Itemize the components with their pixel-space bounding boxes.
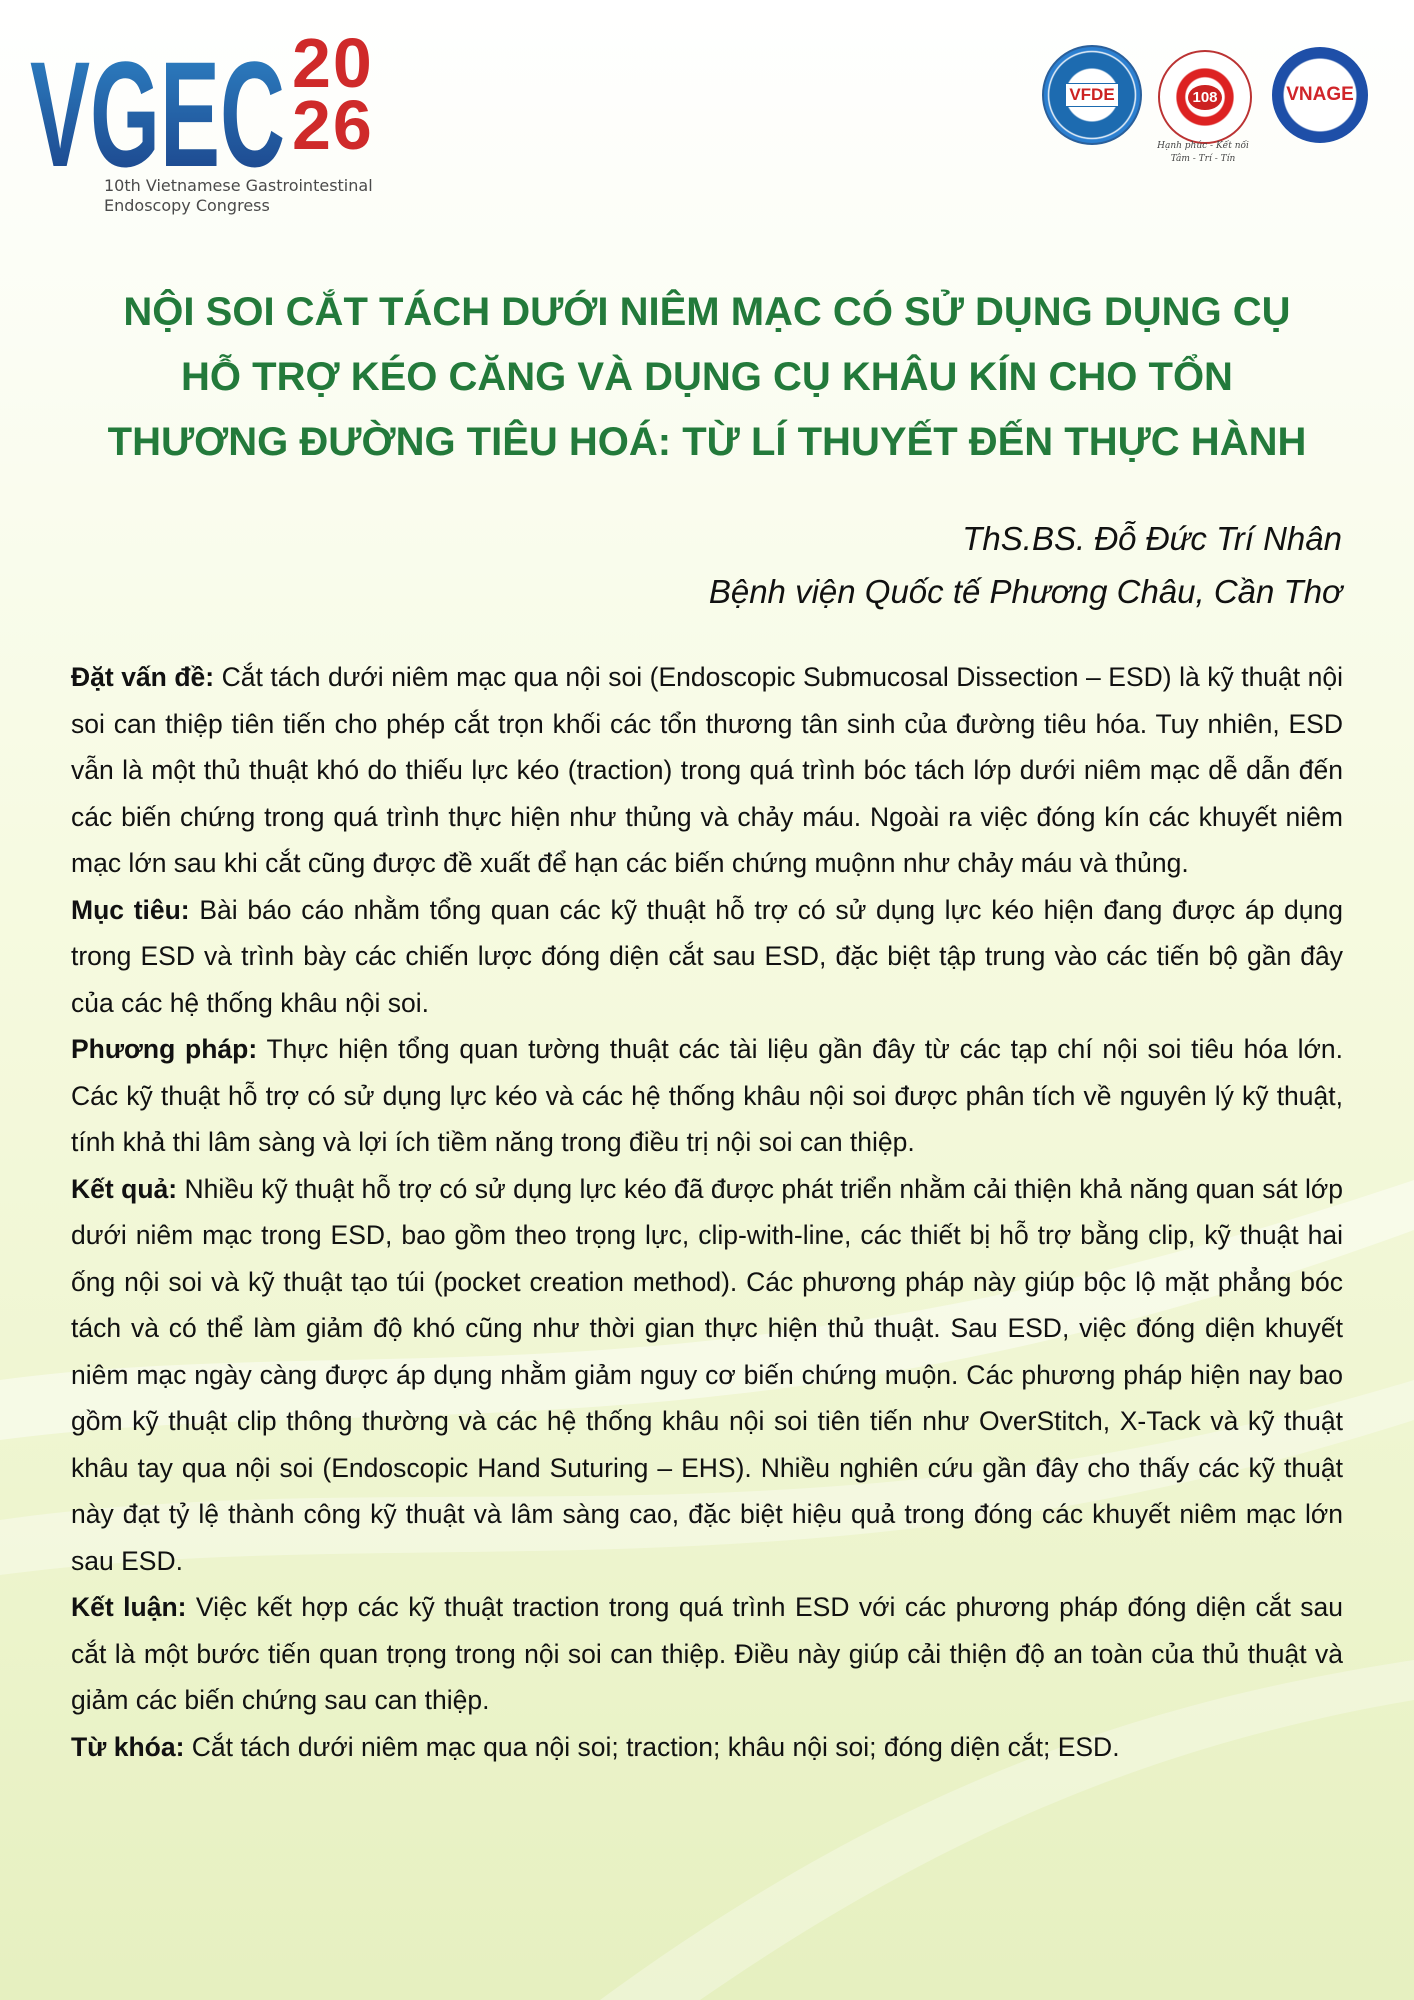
section-conclusion [71, 1584, 1343, 1724]
logo-subtitle-line2: Endoscopy Congress [104, 196, 270, 215]
congress-logo [30, 24, 410, 218]
section-text: Cắt tách dưới niêm mạc qua nội soi (Endoscopic Submucosal Dissection – ESD) là kỹ thuật nội soi can thiệp tiên tiến cho phép cắt trọn khối các tổn thương tân sinh của đường tiêu hóa. Tuy nhiên, ESD vẫn là một thủ thuật khó do thiếu lực kéo (traction) trong quá trình bóc tách lớp dưới niêm mạc dễ dẫn đến các biến chứng trong quá trình thực hiện như thủng và chảy máu. Ngoài ra việc đóng kín các khuyết niêm mạc lớn sau khi cắt cũng được đề xuất để hạn các biến chứng muộnn như chảy máu và thủng. [71, 662, 1344, 878]
motto-line2: Tâm - Trí - Tín [1170, 154, 1236, 164]
motto-line1: Hạnh phúc - Kết nối [1157, 141, 1249, 151]
vfde-badge-label: VFDE [1065, 83, 1118, 107]
logo-subtitle-line1: 10th Vietnamese Gastrointestinal [104, 176, 373, 195]
logo-subtitle [104, 176, 404, 216]
section-text: Việc kết hợp các kỹ thuật traction trong quá trình ESD với các phương pháp đóng diện cắt sau cắt là một bước tiến quan trọng trong nội soi can thiệp. Điều này giúp cải thiện độ an toàn của thủ thuật và giảm các biến chứng sau can thiệp. [71, 1592, 1343, 1715]
logo-name-text: VGEC [30, 30, 285, 178]
section-keywords [71, 1724, 1343, 1771]
title-line1: NỘI SOI CẮT TÁCH DƯỚI NIÊM MẠC CÓ SỬ DỤNG DỤNG CỤ [123, 290, 1291, 334]
section-text: Cắt tách dưới niêm mạc qua nội soi; traction; khâu nội soi; đóng diện cắt; ESD. [184, 1731, 1120, 1762]
section-text: Bài báo cáo nhằm tổng quan các kỹ thuật hỗ trợ có sử dụng lực kéo hiện đang được áp dụng trong ESD và trình bày các chiến lược đóng diện cắt sau ESD, đặc biệt tập trung vào các tiến bộ gần đây của các hệ thống khâu nội soi. [71, 894, 1343, 1018]
section-objective [71, 887, 1343, 1027]
section-background [71, 654, 1343, 887]
abstract-body [71, 654, 1343, 1770]
section-label: Từ khóa: [71, 1731, 185, 1762]
title-line3: THƯƠNG ĐƯỜNG TIÊU HOÁ: TỪ LÍ THUYẾT ĐẾN THỰC HÀNH [107, 420, 1307, 464]
section-methods [71, 1026, 1343, 1166]
section-results [71, 1166, 1343, 1585]
logo-year-bottom: 26 [292, 86, 374, 164]
author-block [442, 512, 1342, 618]
hospital-108-badge-label: 108 [1188, 85, 1221, 110]
section-label: Kết quả: [71, 1173, 178, 1204]
section-label: Phương pháp: [71, 1034, 258, 1064]
vnage-badge-label: VNAGE [1286, 84, 1354, 105]
author-affiliation: Bệnh viện Quốc tế Phương Châu, Cần Thơ [708, 573, 1342, 610]
logo-year-top: 20 [292, 24, 374, 102]
section-label: Kết luận: [71, 1592, 187, 1622]
vfde-badge-icon [1042, 45, 1142, 145]
section-label: Đặt vấn đề: [71, 662, 215, 692]
hospital-motto [1138, 140, 1268, 166]
logo-year [292, 24, 422, 164]
section-label: Mục tiêu: [71, 894, 190, 925]
hospital-108-badge-icon [1158, 50, 1252, 144]
author-name: ThS.BS. Đỗ Đức Trí Nhân [962, 520, 1342, 557]
page-title [60, 280, 1354, 475]
section-text: Nhiều kỹ thuật hỗ trợ có sử dụng lực kéo đã được phát triển nhằm cải thiện khả năng quan sát lớp dưới niêm mạc trong ESD, bao gồm theo trọng lực, clip-with-line, các thiết bị hỗ trợ bằng clip, kỹ thuật hai ống nội soi và kỹ thuật tạo túi (pocket creation method). Các phương pháp này giúp bộc lộ mặt phẳng bóc tách và có thể làm giảm độ khó cũng như thời gian thực hiện thủ thuật. Sau ESD, việc đóng diện khuyết niêm mạc ngày càng được áp dụng nhằm giảm nguy cơ biến chứng muộn. Các phương pháp hiện nay bao gồm kỹ thuật clip thông thường và các hệ thống khâu nội soi tiên tiến như OverStitch, X-Tack và kỹ thuật khâu tay qua nội soi (Endoscopic Hand Suturing – EHS). Nhiều nghiên cứu gần đây cho thấy các kỹ thuật này đạt tỷ lệ thành công kỹ thuật và lâm sàng cao, đặc biệt hiệu quả trong đóng các khuyết niêm mạc lớn sau ESD. [71, 1173, 1343, 1576]
title-line2: HỖ TRỢ KÉO CĂNG VÀ DỤNG CỤ KHÂU KÍN CHO TỔN [181, 355, 1233, 399]
section-text: Thực hiện tổng quan tường thuật các tài liệu gần đây từ các tạp chí nội soi tiêu hóa lớn. Các kỹ thuật hỗ trợ có sử dụng lực kéo và các hệ thống khâu nội soi được phân tích về nguyên lý kỹ thuật, tính khả thi lâm sàng và lợi ích tiềm năng trong điều trị nội soi can thiệp. [71, 1034, 1343, 1157]
vgec-logo-mark [30, 28, 290, 178]
vnage-badge-icon [1272, 47, 1368, 143]
